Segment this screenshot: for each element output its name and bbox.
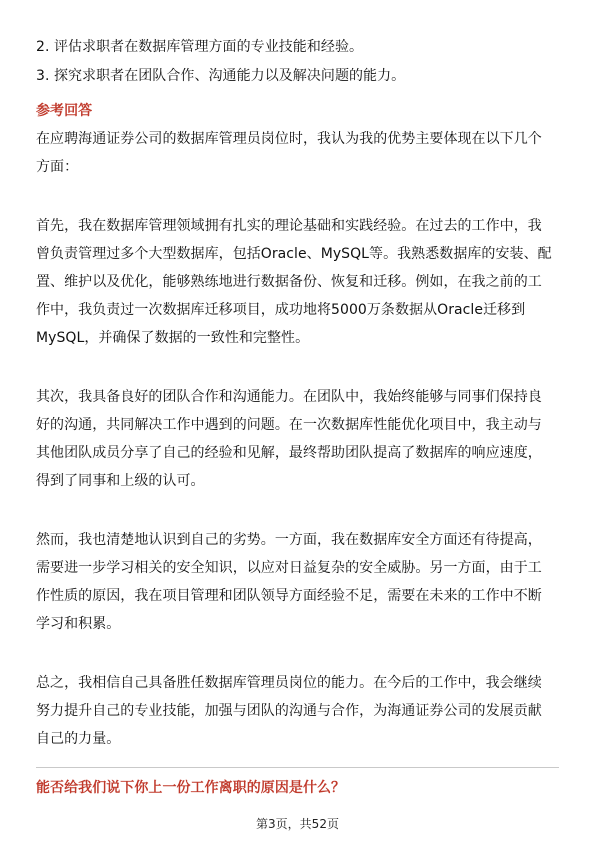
paragraph-line: 首先，我在数据库管理领域拥有扎实的理论基础和实践经验。在过去的工作中，我	[36, 218, 542, 234]
section-divider	[36, 767, 559, 768]
paragraph-line: 学习和积累。	[36, 616, 121, 632]
paragraph-line: 然而，我也清楚地认识到自己的劣势。一方面，我在数据库安全方面还有待提高，	[36, 532, 542, 548]
paragraph-line: 方面：	[36, 159, 79, 175]
paragraph-line: 置、维护以及优化，能够熟练地进行数据备份、恢复和迁移。例如，在我之前的工	[36, 274, 542, 290]
paragraph-line: 在应聘海通证券公司的数据库管理员岗位时，我认为我的优势主要体现在以下几个	[36, 131, 542, 147]
paragraph-line: MySQL，并确保了数据的一致性和完整性。	[36, 330, 310, 346]
next-question-heading: 能否给我们说下你上一份工作离职的原因是什么？	[36, 780, 346, 796]
paragraph-line: 自己的力量。	[36, 731, 121, 747]
paragraph-line: 需要进一步学习相关的安全知识，以应对日益复杂的安全威胁。另一方面，由于工	[36, 560, 542, 576]
paragraph-line: 努力提升自己的专业技能，加强与团队的沟通与合作，为海通证券公司的发展贡献	[36, 703, 542, 719]
paragraph-line: 作性质的原因，我在项目管理和团队领导方面经验不足，需要在未来的工作中不断	[36, 588, 542, 604]
paragraph-line: 曾负责管理过多个大型数据库，包括Oracle、MySQL等。我熟悉数据库的安装、配	[36, 246, 552, 262]
paragraph-line: 总之，我相信自己具备胜任数据库管理员岗位的能力。在今后的工作中，我会继续	[36, 675, 542, 691]
paragraph-line: 得到了同事和上级的认可。	[36, 473, 205, 489]
answer-heading: 参考回答	[36, 103, 93, 119]
paragraph-line: 其次，我具备良好的团队合作和沟通能力。在团队中，我始终能够与同事们保持良	[36, 389, 542, 405]
list-item: 3. 探究求职者在团队合作、沟通能力以及解决问题的能力。	[36, 68, 406, 84]
paragraph-line: 作中，我负责过一次数据库迁移项目，成功地将5000万条数据从Oracle迁移到	[36, 302, 526, 318]
paragraph-line: 其他团队成员分享了自己的经验和见解，最终帮助团队提高了数据库的响应速度，	[36, 445, 542, 461]
list-item: 2. 评估求职者在数据库管理方面的专业技能和经验。	[36, 39, 364, 55]
page-number: 第3页，共52页	[256, 817, 339, 831]
paragraph-line: 好的沟通，共同解决工作中遇到的问题。在一次数据库性能优化项目中，我主动与	[36, 417, 542, 433]
